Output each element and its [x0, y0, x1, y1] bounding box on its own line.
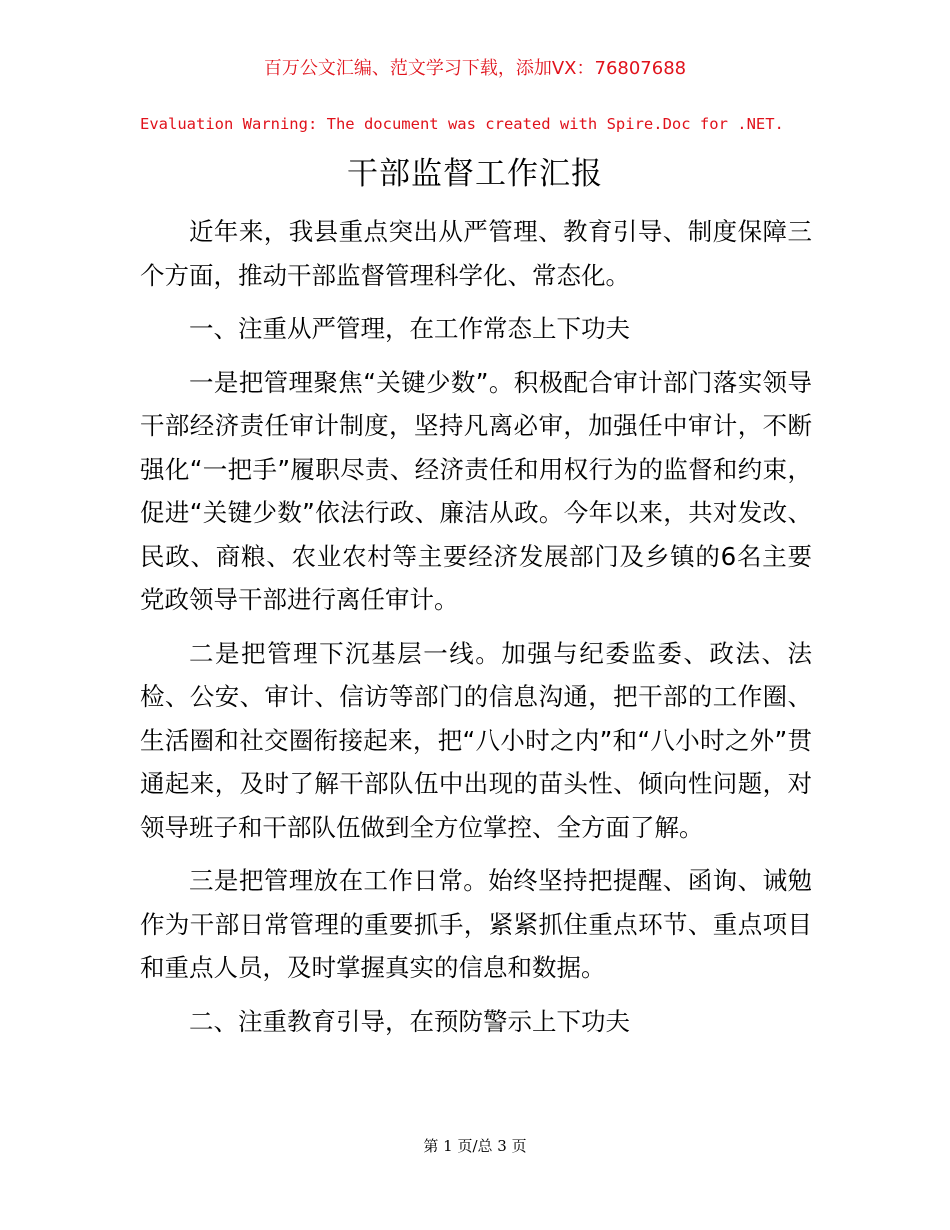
document-title: 干部监督工作汇报 [347, 156, 603, 192]
section-heading-2: 二、注重教育引导，在预防警示上下功夫 [189, 1006, 630, 1036]
promo-header: 百万公文汇编、范文学习下载，添加VX：76807688 [263, 58, 687, 79]
paragraph-3: 三是把管理放在工作日常。始终坚持把提醒、函询、诫勉作为干部日常管理的重要抓手，紧紧抓住重点环节、重点项目和重点人员，及时掌握真实的信息和数据。 [140, 866, 812, 982]
section-heading-1: 一、注重从严管理，在工作常态上下功夫 [189, 314, 630, 343]
paragraph-intro: 近年来，我县重点突出从严管理、教育引导、制度保障三个方面，推动干部监督管理科学化、常态化。 [140, 217, 812, 290]
paragraph-2: 二是把管理下沉基层一线。加强与纪委监委、政法、法检、公安、审计、信访等部门的信息沟通，把干部的工作圈、生活圈和社交圈衔接起来，把“八小时之内”和“八小时之外”贯通起来，及时了解干部队伍中出现的苗头性、倾向性问题，对领导班子和干部队伍做到全方位掌控、全方面了解。 [140, 638, 812, 842]
evaluation-warning: Evaluation Warning: The document was created with Spire.Doc for .NET. [140, 115, 784, 133]
paragraph-1: 一是把管理聚焦“关键少数”。积极配合审计部门落实领导干部经济责任审计制度，坚持凡离必审，加强任中审计，不断强化“一把手”履职尽责、经济责任和用权行为的监督和约束，促进“关键少数”依法行政、廉洁从政。今年以来，共对发改、民政、商粮、农业农村等主要经济发展部门及乡镇的6名主要党政领导干部进行离任审计。 [140, 367, 812, 614]
page-footer: 第 1 页/总 3 页 [423, 1137, 527, 1155]
document-body [140, 210, 812, 1053]
